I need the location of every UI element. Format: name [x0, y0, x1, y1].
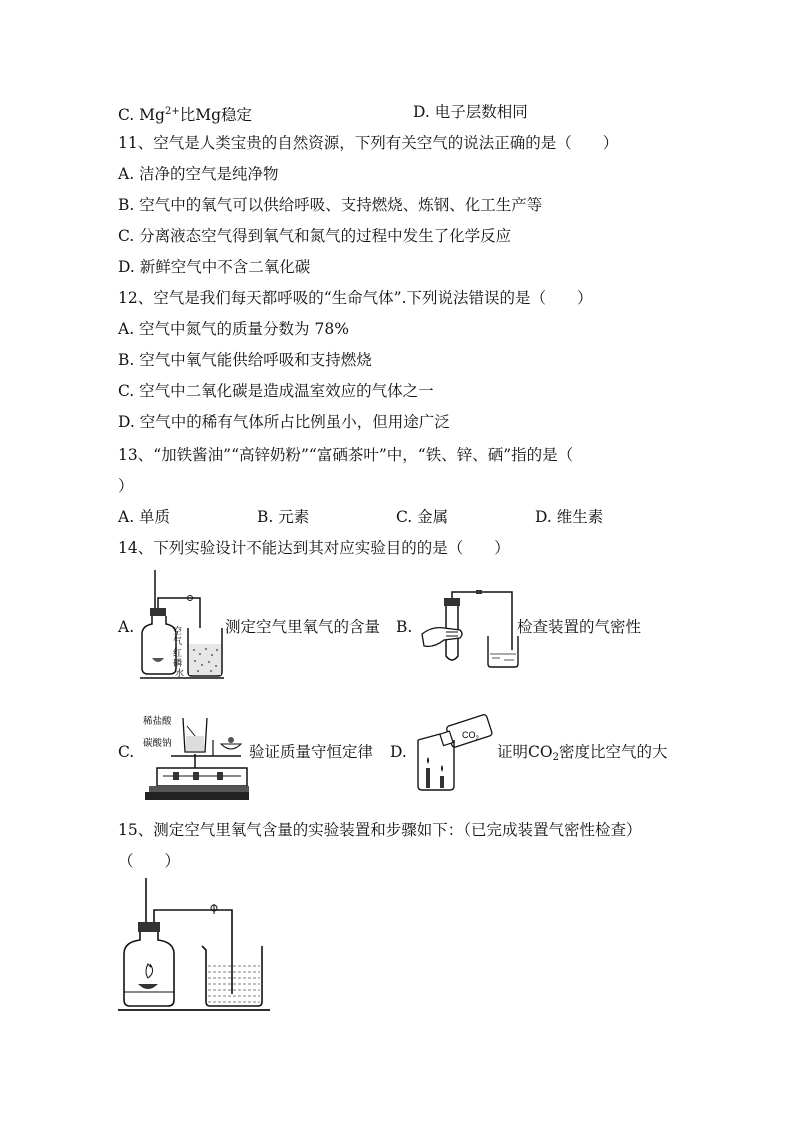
svg-text:红 — [173, 647, 182, 658]
q15-apparatus-figure — [118, 878, 270, 1016]
svg-text:磷 — [173, 657, 182, 668]
q14-d-text: 证明$CO_2$密度比空气的大 — [497, 743, 668, 763]
q15-stem: 15、测定空气里氧气含量的实验装置和步骤如下：（已完成装置气密性检查） — [118, 821, 642, 839]
q11-option-c: C. 分离液态空气得到氧气和氮气的过程中发生了化学反应 — [118, 227, 512, 245]
q11-option-b: B. 空气中的氧气可以供给呼吸、支持燃烧、炼钢、化工生产等 — [118, 196, 543, 214]
q14-b-text: 检查装置的气密性 — [517, 618, 642, 636]
q14-a-fig-label-1: 气 — [173, 636, 183, 646]
q13-stem: 13、“加铁酱油”“高锌奶粉”“富硒茶叶”中，“铁、锌、硒”指的是（ — [118, 446, 574, 464]
q10-option-c: C. $Mg^{2+}$比Mg稳定 — [118, 106, 253, 124]
q14-c-fig-label-0: 稀盐酸 — [143, 716, 172, 727]
q12-option-b: B. 空气中氧气能供给呼吸和支持燃烧 — [118, 351, 372, 369]
q15-stem-cont: （ ） — [118, 852, 181, 870]
q14-c-fig-label-1: 碳酸钠 — [143, 738, 172, 749]
svg-text:空 — [173, 625, 182, 636]
q10-option-d: D. 电子层数相同 — [413, 103, 528, 121]
q12-option-a: A. 空气中氮气的质量分数为 78% — [118, 320, 349, 338]
q13-option-a: A. 单质 — [118, 508, 171, 526]
q11-option-d: D. 新鲜空气中不含二氧化碳 — [118, 258, 311, 276]
q11-option-a: A. 洁净的空气是纯净物 — [118, 165, 279, 183]
q12-option-c: C. 空气中二氧化碳是造成温室效应的气体之一 — [118, 382, 434, 400]
q13-stem-cont: ） — [118, 477, 134, 495]
q12-stem: 12、空气是我们每天都呼吸的“生命气体”.下列说法错误的是（ ） — [118, 289, 593, 307]
q14-c-text: 验证质量守恒定律 — [249, 743, 374, 761]
q13-option-b: B. 元素 — [257, 508, 310, 526]
q14-a-text: 测定空气里氧气的含量 — [225, 618, 381, 636]
q14-a-fig-label-4: 水 — [175, 668, 185, 678]
q14-c-label: C. — [118, 743, 135, 761]
q14-a-apparatus-figure — [140, 568, 224, 680]
svg-text:碳酸钠 — [143, 737, 172, 749]
q14-a-fig-label-2: 红 — [173, 648, 183, 658]
q14-d-co2-figure — [414, 712, 494, 792]
svg-text:气 — [173, 635, 182, 646]
q14-a-fig-label-3: 磷 — [173, 658, 183, 668]
q14-c-balance-figure — [143, 710, 249, 802]
q12-option-d: D. 空气中的稀有气体所占比例虽小，但用途广泛 — [118, 413, 450, 431]
q14-stem: 14、下列实验设计不能达到其对应实验目的的是（ ） — [118, 539, 510, 557]
svg-text:水 — [175, 667, 184, 678]
q14-a-label: A. — [118, 618, 135, 636]
q11-stem: 11、空气是人类宝贵的自然资源，下列有关空气的说法正确的是（ ） — [118, 134, 619, 152]
q14-d-fig-sub: 2 — [475, 736, 479, 742]
q13-option-c: C. 金属 — [396, 508, 449, 526]
q14-d-label: D. — [390, 743, 407, 761]
svg-text:稀盐酸 — [143, 715, 172, 727]
q14-b-apparatus-figure — [420, 590, 520, 670]
q14-a-fig-label-0: 空 — [173, 626, 183, 636]
q14-b-label: B. — [396, 618, 413, 636]
q13-option-d: D. 维生素 — [535, 508, 604, 526]
q14-d-fig-label: CO — [462, 730, 476, 740]
